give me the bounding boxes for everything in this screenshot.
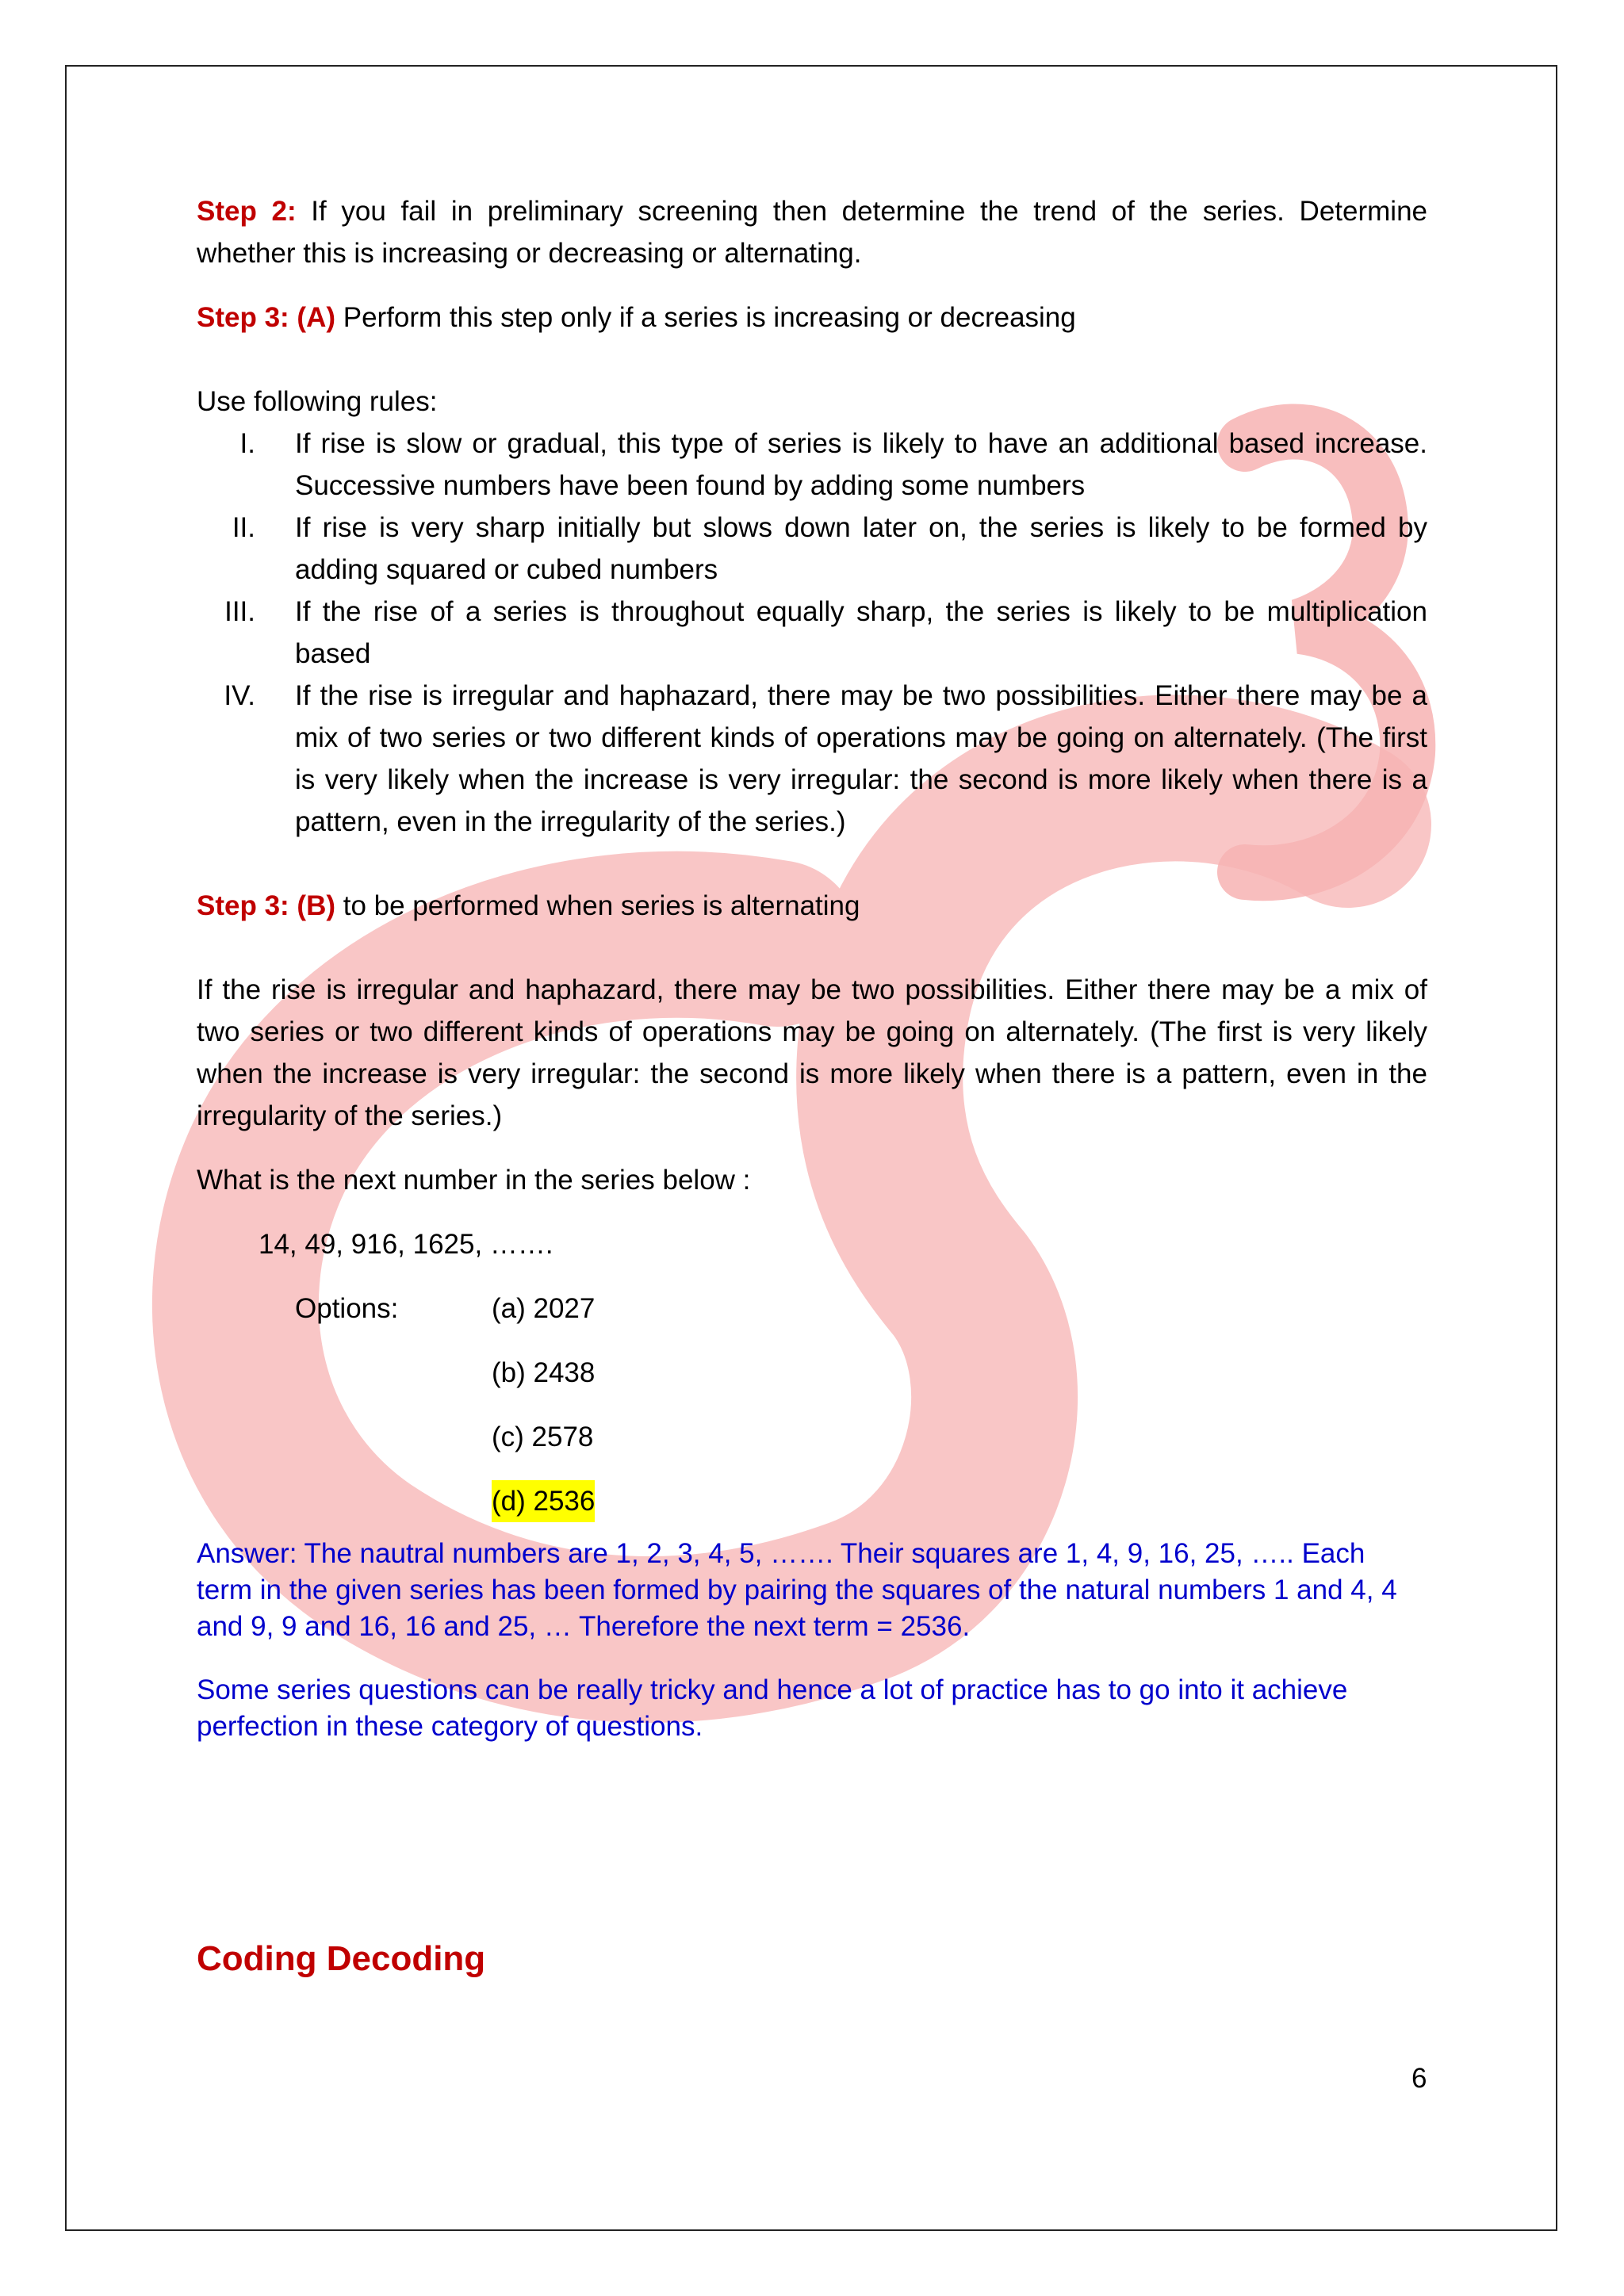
rule-text: If rise is very sharp initially but slows down later on, the series is likely to be formed by adding squared or cubed numbers	[295, 512, 1427, 585]
step3b-text: to be performed when series is alternating	[335, 890, 860, 921]
step3a-text: Perform this step only if a series is increasing or decreasing	[335, 302, 1076, 333]
answer-text: Answer: The nautral numbers are 1, 2, 3, 4, 5, ……. Their squares are 1, 4, 9, 16, 25, ….. Each term in the given series has been formed by pairing the squares of the natural numbers 1 and 4, 4 and 9, 9 and 16, 16 and 25, … Therefore the next term = 2536.	[197, 1538, 1397, 1642]
list-item	[197, 423, 1427, 507]
series-text: 14, 49, 916, 1625, …….	[259, 1229, 553, 1260]
option-row	[197, 1416, 1427, 1480]
list-item	[197, 591, 1427, 675]
option-row	[197, 1288, 1427, 1352]
option-row	[197, 1480, 1427, 1536]
rule-number: I.	[239, 428, 255, 459]
section-heading: Coding Decoding	[197, 1939, 486, 1978]
options-block	[197, 1288, 1427, 1536]
page-number: 6	[1411, 2063, 1427, 2094]
rule-text: If the rise of a series is throughout equally sharp, the series is likely to be multiplication based	[295, 596, 1427, 669]
step2-paragraph	[197, 190, 1427, 274]
list-item	[197, 675, 1427, 843]
list-item	[197, 507, 1427, 591]
rules-intro: Use following rules:	[197, 386, 438, 417]
rule-number: III.	[224, 596, 255, 627]
options-label: Options:	[295, 1293, 399, 1324]
question-text: What is the next number in the series below :	[197, 1165, 751, 1196]
step3b-label: Step 3: (B)	[197, 890, 335, 921]
option-row	[197, 1352, 1427, 1416]
step2-label: Step 2:	[197, 196, 297, 227]
step3b-paragraph	[197, 885, 1427, 927]
option-c: (c) 2578	[492, 1422, 594, 1452]
rules-list	[197, 423, 1427, 843]
note-text: Some series questions can be really tricky and hence a lot of practice has to go into it achieve perfection in these category of questions.	[197, 1674, 1348, 1742]
rule-text: If rise is slow or gradual, this type of series is likely to have an additional based increase. Successive numbers have been found by adding some numbers	[295, 428, 1427, 501]
step3a-label: Step 3: (A)	[197, 302, 335, 333]
alternating-paragraph: If the rise is irregular and haphazard, there may be two possibilities. Either there may be a mix of two series or two different kinds of operations may be going on alternately. (The first is very likely when the increase is very irregular: the second is more likely when there is a pattern, even in the irregularity of the series.)	[197, 974, 1427, 1131]
step2-text: If you fail in preliminary screening then determine the trend of the series. Determine whether this is increasing or decreasing or alternating.	[197, 196, 1427, 269]
step3a-paragraph	[197, 297, 1427, 339]
option-a: (a) 2027	[492, 1293, 596, 1324]
rule-number: II.	[232, 512, 255, 543]
rule-text: If the rise is irregular and haphazard, there may be two possibilities. Either there may be a mix of two series or two different kinds of operations may be going on alternately. (The first is very likely when the increase is very irregular: the second is more likely when there is a pattern, even in the irregularity of the series.)	[295, 680, 1427, 837]
rule-number: IV.	[224, 680, 255, 711]
option-d-highlighted: (d) 2536	[492, 1480, 595, 1522]
option-b: (b) 2438	[492, 1357, 596, 1388]
